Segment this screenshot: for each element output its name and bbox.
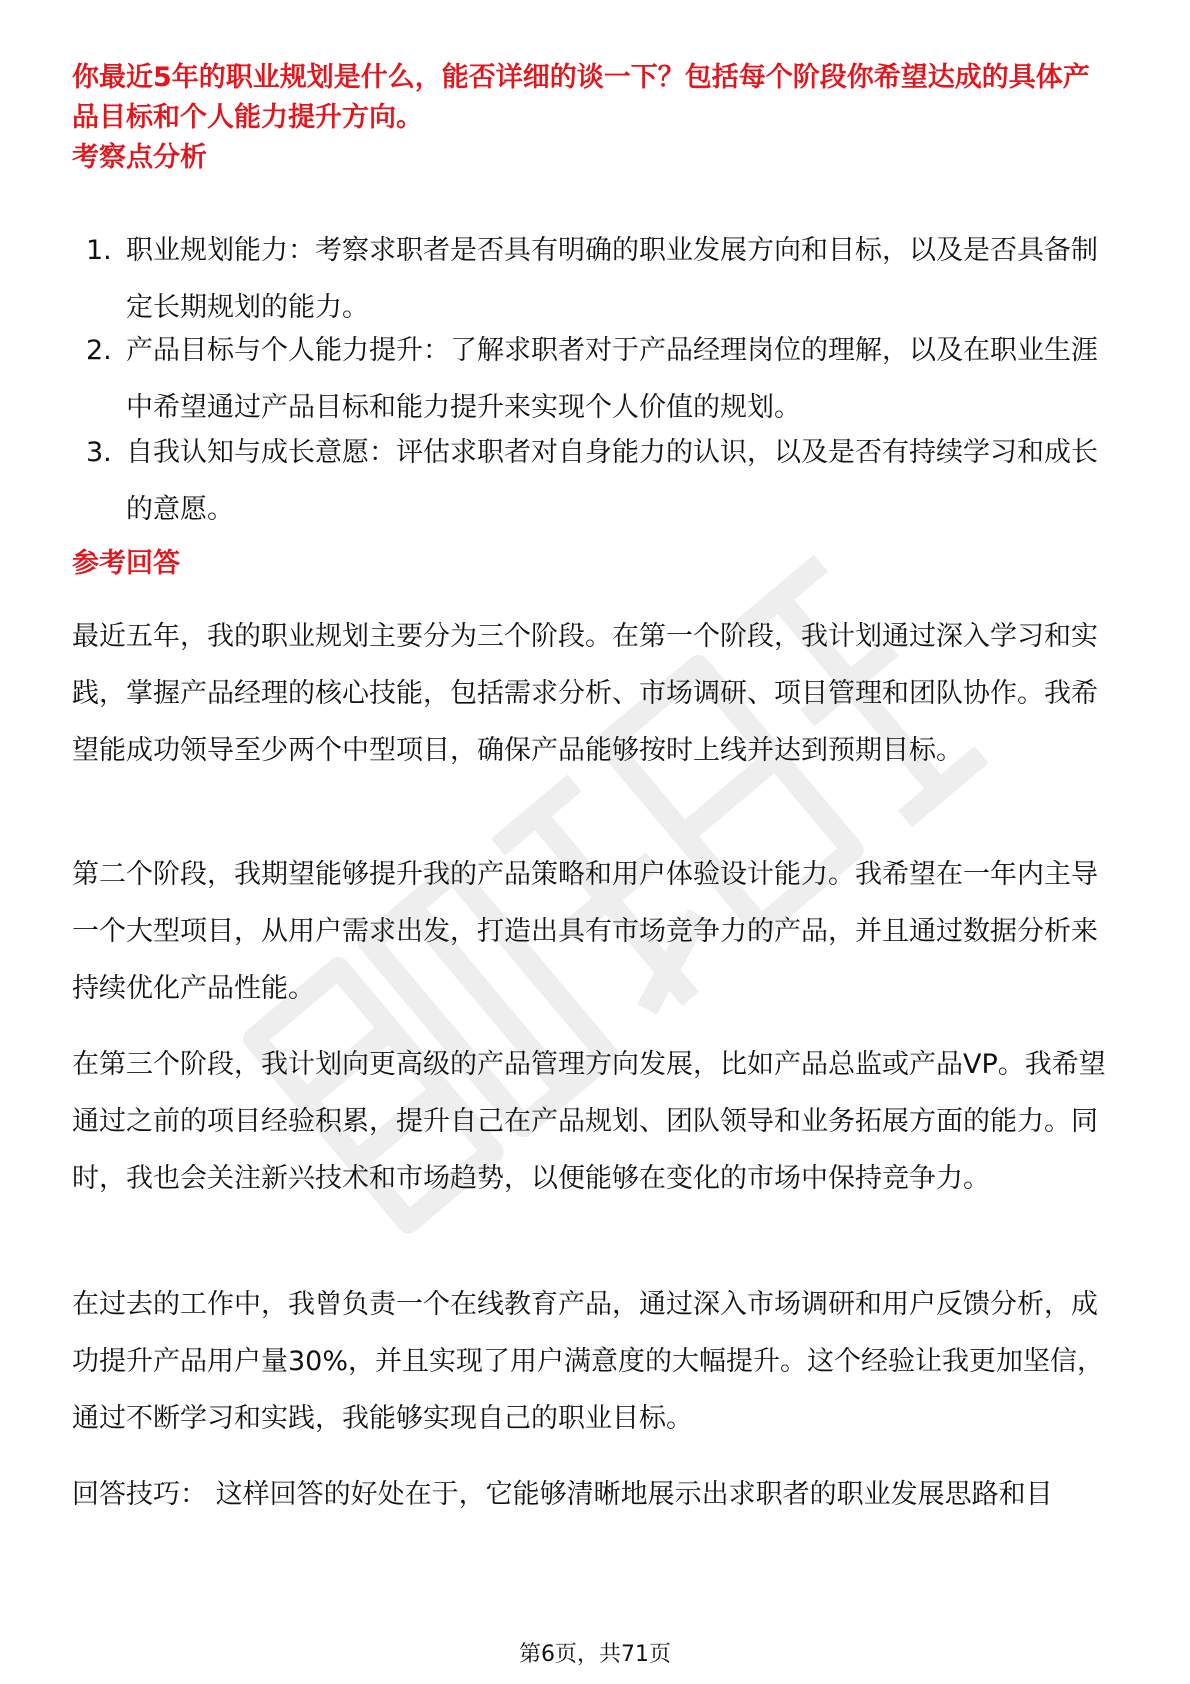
point-text: 职业规划能力：考察求职者是否具有明确的职业发展方向和目标，以及是否具备制定长期规划的能力。 — [126, 235, 1098, 323]
answer-tips-paragraph: 回答技巧： 这样回答的好处在于，它能够清晰地展示出求职者的职业发展思路和目 — [72, 1479, 1053, 1510]
analysis-point — [72, 424, 1112, 538]
page-footer: 第6页，共71页 — [519, 1642, 671, 1667]
answer-paragraph: 在过去的工作中，我曾负责一个在线教育产品，通过深入市场调研和用户反馈分析，成功提升产品用户量30%，并且实现了用户满意度的大幅提升。这个经验让我更加坚信，通过不断学习和实践，我能够实现自己的职业目标。 — [72, 1289, 1105, 1434]
answer-paragraph: 在第三个阶段，我计划向更高级的产品管理方向发展，比如产品总监或产品VP。我希望通过之前的项目经验积累，提升自己在产品规划、团队领导和业务拓展方面的能力。同时，我也会关注新兴技术和市场趋势，以便能够在变化的市场中保持竞争力。 — [72, 1049, 1106, 1194]
answer-paragraph: 第二个阶段，我期望能够提升我的产品策略和用户体验设计能力。我希望在一年内主导一个大型项目，从用户需求出发，打造出具有市场竞争力的产品，并且通过数据分析来持续优化产品性能。 — [72, 859, 1098, 1004]
point-number: 3. — [86, 437, 112, 468]
point-text: 自我认知与成长意愿：评估求职者对自身能力的认识，以及是否有持续学习和成长的意愿。 — [126, 437, 1098, 525]
point-number: 1. — [86, 235, 112, 266]
reference-heading: 参考回答 — [72, 548, 180, 579]
analysis-heading: 考察点分析 — [72, 142, 207, 173]
analysis-point — [72, 222, 1112, 336]
answer-paragraph: 最近五年，我的职业规划主要分为三个阶段。在第一个阶段，我计划通过深入学习和实践，掌握产品经理的核心技能，包括需求分析、市场调研、项目管理和团队协作。我希望能成功领导至少两个中型项目，确保产品能够按时上线并达到预期目标。 — [72, 621, 1098, 766]
analysis-point — [72, 322, 1112, 434]
question-text: 你最近5年的职业规划是什么，能否详细的谈一下？包括每个阶段你希望达成的具体产品目标和个人能力提升方向。 — [72, 62, 1090, 133]
point-number: 2. — [86, 335, 112, 366]
analysis-points-list — [72, 222, 1112, 538]
point-text: 产品目标与个人能力提升：了解求职者对于产品经理岗位的理解，以及在职业生涯中希望通过产品目标和能力提升来实现个人价值的规划。 — [126, 335, 1098, 423]
